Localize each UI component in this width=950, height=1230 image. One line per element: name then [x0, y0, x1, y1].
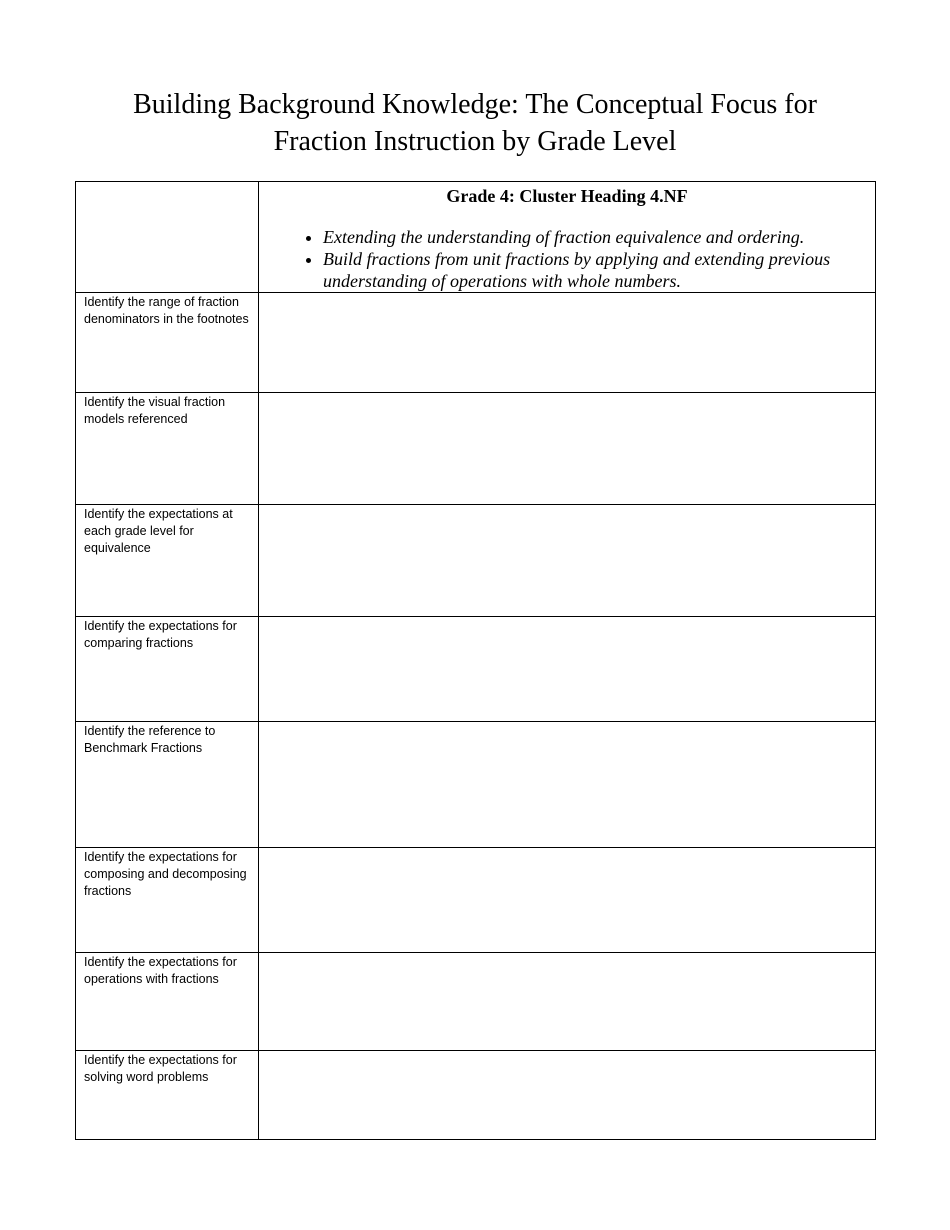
answer-cell[interactable]	[259, 393, 876, 505]
cluster-heading: Grade 4: Cluster Heading 4.NF	[446, 186, 688, 206]
answer-cell[interactable]	[259, 722, 876, 848]
cluster-bullet: • Extending the understanding of fraction equivalence and ordering.	[323, 226, 867, 248]
table-row	[76, 393, 876, 505]
answer-cell[interactable]	[259, 848, 876, 953]
row-label: Identify the visual fraction models referenced	[84, 395, 226, 426]
table-row	[76, 293, 876, 393]
row-label-cell	[76, 1051, 259, 1140]
answer-cell[interactable]	[259, 1051, 876, 1140]
table-row	[76, 722, 876, 848]
title-line-2: Fraction Instruction by Grade Level	[273, 126, 677, 157]
row-label: Identify the expectations at each grade level for equivalence	[84, 507, 233, 555]
cluster-heading-cell	[259, 182, 876, 293]
row-label: Identify the expectations for operations with fractions	[84, 955, 237, 986]
table-row	[76, 1051, 876, 1140]
row-label-cell	[76, 393, 259, 505]
page-title	[75, 86, 875, 160]
header-empty-cell	[76, 182, 259, 293]
table-row	[76, 617, 876, 722]
cluster-bullet-list	[259, 226, 875, 292]
row-label-cell	[76, 293, 259, 393]
row-label: Identify the reference to Benchmark Fractions	[84, 724, 216, 755]
header-row	[76, 182, 876, 293]
row-label: Identify the range of fraction denominators in the footnotes	[84, 295, 249, 326]
answer-cell[interactable]	[259, 617, 876, 722]
row-label-cell	[76, 505, 259, 617]
cluster-bullet: • Build fractions from unit fractions by applying and extending previous understanding of operations with whole numbers.	[323, 248, 867, 292]
row-label: Identify the expectations for solving word problems	[84, 1053, 237, 1084]
answer-cell[interactable]	[259, 505, 876, 617]
worksheet-table	[75, 181, 876, 1140]
answer-cell[interactable]	[259, 953, 876, 1051]
table-row	[76, 505, 876, 617]
table-row	[76, 953, 876, 1051]
row-label: Identify the expectations for comparing fractions	[84, 619, 237, 650]
table-row	[76, 848, 876, 953]
row-label-cell	[76, 848, 259, 953]
row-label-cell	[76, 617, 259, 722]
row-label-cell	[76, 722, 259, 848]
answer-cell[interactable]	[259, 293, 876, 393]
row-label-cell	[76, 953, 259, 1051]
title-line-1: Building Background Knowledge: The Conceptual Focus for	[133, 89, 817, 120]
row-label: Identify the expectations for composing and decomposing fractions	[84, 850, 247, 898]
